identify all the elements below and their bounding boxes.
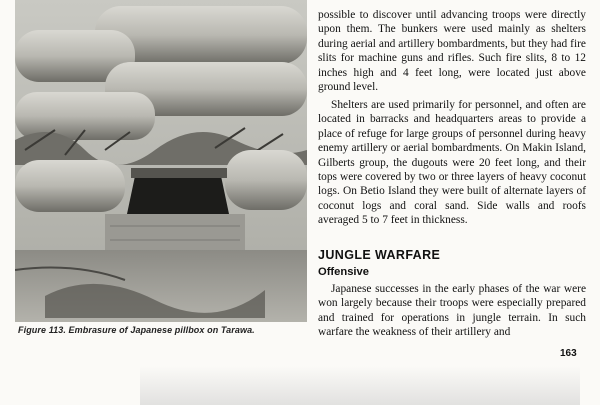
- paragraph-bunkers: possible to discover until advancing troops were directly upon them. The bunkers were used mainly as shelters during aerial and artillery bombardments, but they had fire slits for machine guns and rifles. Such fire slits, 8 to 12 inches high and 4 feet long, were located just above ground level.: [318, 9, 586, 94]
- page-number: 163: [560, 348, 577, 359]
- figure-caption: Figure 113. Embrasure of Japanese pillbox on Tarawa.: [18, 325, 255, 335]
- section-heading: JUNGLE WARFARE: [318, 248, 441, 262]
- scan-shadow: [140, 366, 580, 405]
- photo-pillbox-image: [15, 0, 307, 322]
- subsection-heading: Offensive: [318, 266, 369, 278]
- paragraph-shelters: Shelters are used primarily for personnel, and often are located in barracks and headquarters areas to provide a place of refuge for large groups of personnel during heavy enemy artillery or aerial bombardments. On Makin Island, Gilberts group, the dugouts were 20 feet long, and their tops were covered by two or three layers of heavy coconut logs. On Betio Island they were built of alternate layers of coconut logs and coral sand. Side walls and roofs averaged 5 to 7 feet in thickness.: [318, 99, 586, 227]
- photo-illustration: [15, 0, 307, 322]
- paragraph-offensive: Japanese successes in the early phases of the war were won largely because their troops were especially prepared and trained for operations in jungle terrain. In such warfare the weakness of their artillery and: [318, 283, 586, 339]
